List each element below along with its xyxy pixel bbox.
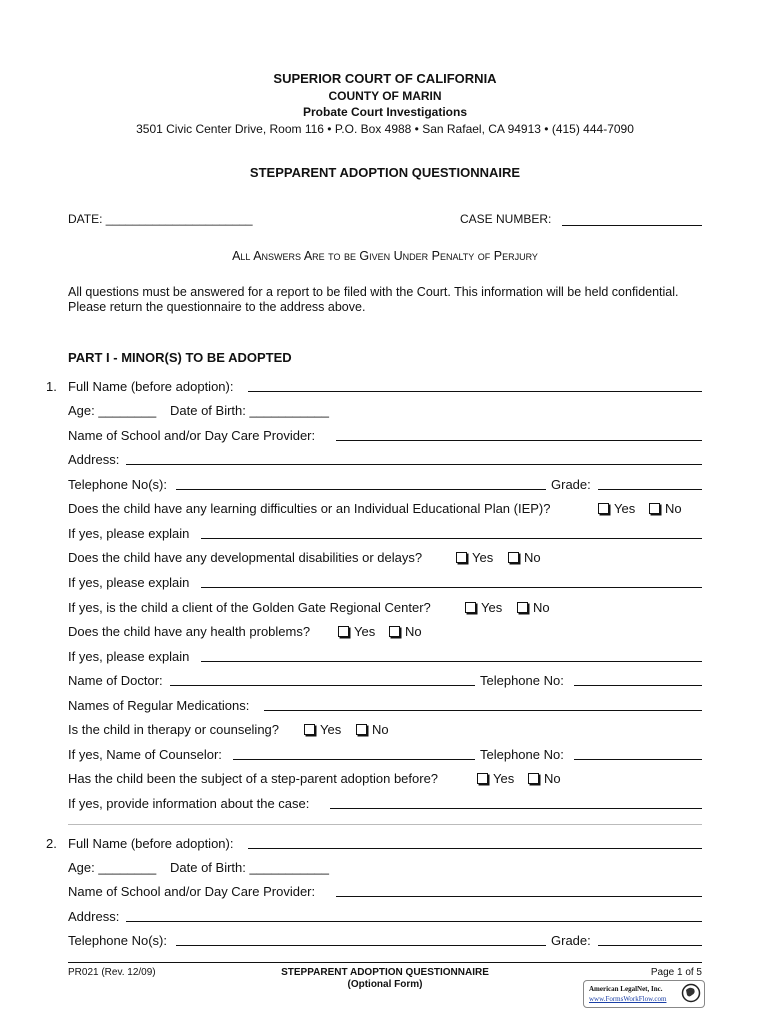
ggrc-row bbox=[68, 600, 702, 618]
doctor-field[interactable] bbox=[170, 673, 475, 686]
grade-field[interactable] bbox=[598, 477, 702, 490]
dev-no[interactable]: No bbox=[508, 550, 541, 565]
school-row-2 bbox=[68, 884, 702, 902]
prior-no[interactable]: No bbox=[528, 771, 561, 786]
meds-field[interactable] bbox=[264, 698, 702, 711]
explain3-row bbox=[68, 649, 702, 667]
court-address: 3501 Civic Center Drive, Room 116 • P.O. Box 4988 • San Rafael, CA 94913 • (415) 444-7090 bbox=[136, 122, 634, 136]
item-number: 2. bbox=[46, 836, 57, 851]
health-yes[interactable]: Yes bbox=[338, 624, 375, 639]
grade-label: Grade: bbox=[551, 933, 591, 948]
legalnet-badge[interactable] bbox=[583, 980, 705, 1008]
school-field[interactable] bbox=[336, 884, 702, 897]
checkbox-icon[interactable] bbox=[356, 724, 367, 735]
prior-info-field[interactable] bbox=[330, 796, 702, 809]
therapy-question: Is the child in therapy or counseling? bbox=[68, 722, 280, 737]
section-divider bbox=[68, 824, 702, 825]
item-number: 1. bbox=[46, 379, 57, 394]
full-name-label: Full Name (before adoption): bbox=[68, 836, 234, 851]
address-label: Address: bbox=[68, 909, 120, 924]
explain2-row bbox=[68, 575, 702, 593]
doctor-telephone-label: Telephone No: bbox=[480, 673, 564, 688]
badge-url[interactable]: www.FormsWorkFlow.com bbox=[589, 995, 667, 1003]
explain1-label: If yes, please explain bbox=[68, 526, 190, 541]
checkbox-icon[interactable] bbox=[517, 602, 528, 613]
age-field[interactable]: Age: ________ bbox=[68, 860, 157, 875]
therapy-no[interactable]: No bbox=[356, 722, 389, 737]
doctor-label: Name of Doctor: bbox=[68, 673, 163, 688]
part1-heading: PART I - MINOR(S) TO BE ADOPTED bbox=[68, 350, 292, 365]
checkbox-icon[interactable] bbox=[598, 503, 609, 514]
checkbox-icon[interactable] bbox=[338, 626, 349, 637]
telephone-label: Telephone No(s): bbox=[68, 477, 167, 492]
explain3-label: If yes, please explain bbox=[68, 649, 190, 664]
iep-no[interactable]: No bbox=[649, 501, 682, 516]
counselor-telephone-field[interactable] bbox=[574, 747, 702, 760]
grade-label: Grade: bbox=[551, 477, 591, 492]
counselor-label: If yes, Name of Counselor: bbox=[68, 747, 222, 762]
explain1-row bbox=[68, 526, 702, 544]
school-field[interactable] bbox=[336, 428, 702, 441]
footer-title: STEPPARENT ADOPTION QUESTIONNAIRE bbox=[281, 967, 489, 978]
therapy-yes[interactable]: Yes bbox=[304, 722, 341, 737]
health-no[interactable]: No bbox=[389, 624, 422, 639]
dob-field[interactable]: Date of Birth: ___________ bbox=[170, 860, 330, 875]
checkbox-icon[interactable] bbox=[304, 724, 315, 735]
telephone-field[interactable] bbox=[176, 933, 546, 946]
doctor-row bbox=[68, 673, 702, 691]
counselor-field[interactable] bbox=[233, 747, 475, 760]
explain3-field[interactable] bbox=[201, 649, 702, 662]
globe-icon bbox=[681, 983, 701, 1003]
health-row bbox=[68, 624, 702, 642]
address-row bbox=[68, 452, 702, 470]
full-name-field[interactable] bbox=[248, 836, 702, 849]
ggrc-question: If yes, is the child a client of the Golden Gate Regional Center? bbox=[68, 600, 431, 615]
checkbox-icon[interactable] bbox=[649, 503, 660, 514]
address-label: Address: bbox=[68, 452, 120, 467]
case-number-field[interactable] bbox=[562, 213, 702, 226]
telephone-label: Telephone No(s): bbox=[68, 933, 167, 948]
school-row bbox=[68, 428, 702, 446]
prior-info-label: If yes, provide information about the case: bbox=[68, 796, 310, 811]
footer-optional: (Optional Form) bbox=[347, 979, 423, 990]
full-name-label: Full Name (before adoption): bbox=[68, 379, 234, 394]
full-name-row-2 bbox=[68, 836, 702, 854]
dob-field[interactable]: Date of Birth: ___________ bbox=[170, 403, 330, 418]
iep-question: Does the child have any learning difficulties or an Individual Educational Plan (IEP)? bbox=[68, 501, 551, 516]
counselor-telephone-label: Telephone No: bbox=[480, 747, 564, 762]
iep-row bbox=[68, 501, 702, 519]
prior-row bbox=[68, 771, 702, 789]
explain2-field[interactable] bbox=[201, 575, 702, 588]
department-name: Probate Court Investigations bbox=[302, 105, 468, 119]
checkbox-icon[interactable] bbox=[508, 552, 519, 563]
dev-yes[interactable]: Yes bbox=[456, 550, 493, 565]
counselor-row bbox=[68, 747, 702, 765]
address-row-2 bbox=[68, 909, 702, 927]
address-field[interactable] bbox=[126, 909, 702, 922]
checkbox-icon[interactable] bbox=[477, 773, 488, 784]
explain2-label: If yes, please explain bbox=[68, 575, 190, 590]
doctor-telephone-field[interactable] bbox=[574, 673, 702, 686]
date-field[interactable]: DATE: ______________________ bbox=[68, 212, 253, 226]
dev-question: Does the child have any developmental disabilities or delays? bbox=[68, 550, 423, 565]
health-question: Does the child have any health problems? bbox=[68, 624, 311, 639]
prior-yes[interactable]: Yes bbox=[477, 771, 514, 786]
school-label: Name of School and/or Day Care Provider: bbox=[68, 428, 316, 443]
telephone-row bbox=[68, 477, 702, 495]
grade-field[interactable] bbox=[598, 933, 702, 946]
prior-info-row bbox=[68, 796, 702, 814]
page-number: Page 1 of 5 bbox=[650, 967, 702, 978]
therapy-row bbox=[68, 722, 702, 740]
checkbox-icon[interactable] bbox=[528, 773, 539, 784]
perjury-notice: All Answers Are to be Given Under Penalty of Perjury bbox=[232, 249, 538, 263]
footer-rule bbox=[68, 962, 702, 963]
dev-row bbox=[68, 550, 702, 568]
form-title: STEPPARENT ADOPTION QUESTIONNAIRE bbox=[249, 165, 521, 180]
checkbox-icon[interactable] bbox=[465, 602, 476, 613]
case-number-label: CASE NUMBER: bbox=[460, 212, 552, 226]
explain1-field[interactable] bbox=[201, 526, 702, 539]
address-field[interactable] bbox=[126, 452, 702, 465]
age-dob-row-2 bbox=[68, 860, 702, 878]
full-name-field[interactable] bbox=[248, 379, 702, 392]
meds-label: Names of Regular Medications: bbox=[68, 698, 250, 713]
ggrc-no[interactable]: No bbox=[517, 600, 550, 615]
form-id: PR021 (Rev. 12/09) bbox=[68, 967, 156, 978]
iep-yes[interactable]: Yes bbox=[598, 501, 635, 516]
badge-brand: American LegalNet, Inc. bbox=[589, 985, 663, 993]
age-dob-row bbox=[68, 403, 702, 421]
court-name: SUPERIOR COURT OF CALIFORNIA bbox=[273, 71, 497, 86]
telephone-row-2 bbox=[68, 933, 702, 951]
checkbox-icon[interactable] bbox=[389, 626, 400, 637]
age-field[interactable]: Age: ________ bbox=[68, 403, 157, 418]
meds-row bbox=[68, 698, 702, 716]
prior-question: Has the child been the subject of a step-parent adoption before? bbox=[68, 771, 439, 786]
intro-text: All questions must be answered for a report to be filed with the Court. This information will be held confidential. Please return the questionnaire to the address above. bbox=[68, 285, 679, 314]
ggrc-yes[interactable]: Yes bbox=[465, 600, 502, 615]
full-name-row bbox=[68, 379, 702, 397]
telephone-field[interactable] bbox=[176, 477, 546, 490]
school-label: Name of School and/or Day Care Provider: bbox=[68, 884, 316, 899]
checkbox-icon[interactable] bbox=[456, 552, 467, 563]
county-name: COUNTY OF MARIN bbox=[328, 89, 442, 103]
